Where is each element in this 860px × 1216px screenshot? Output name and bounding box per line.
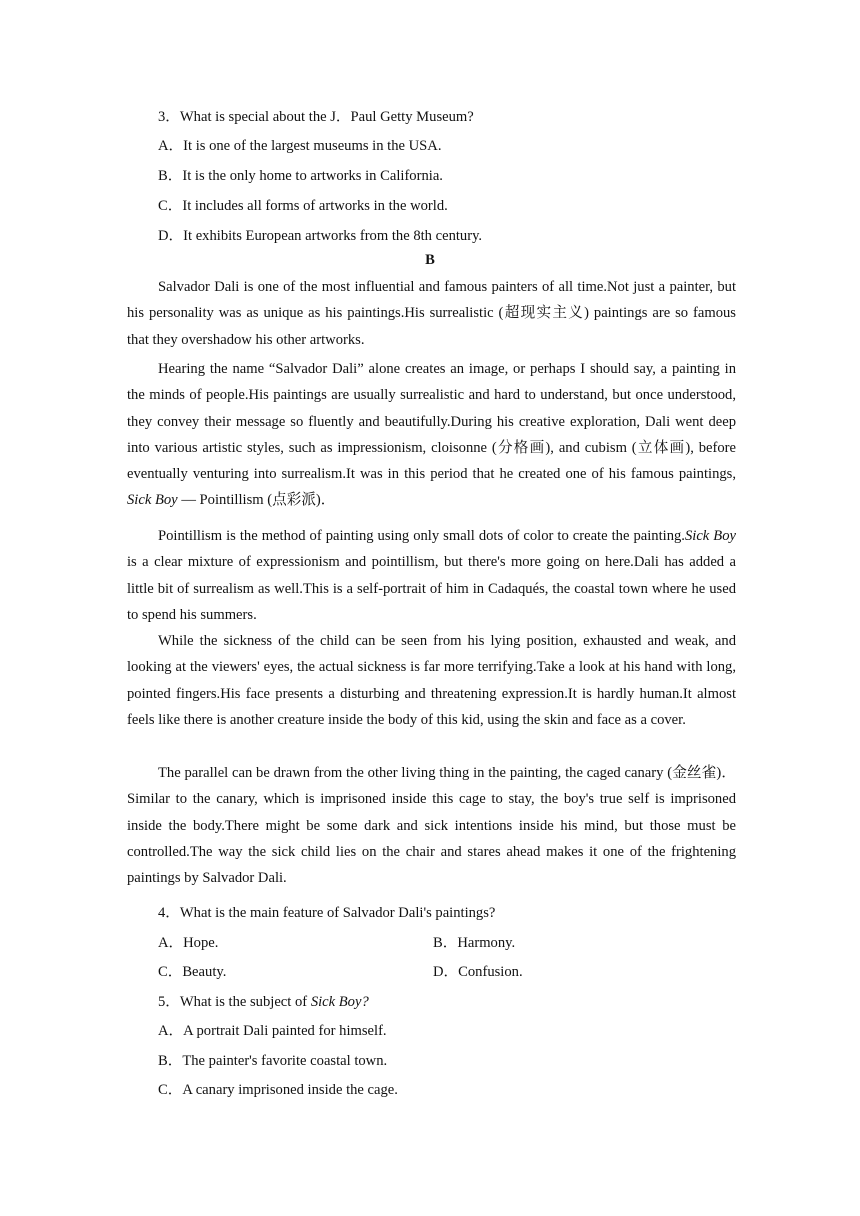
passage-paragraph-3 — [127, 523, 736, 628]
passage-paragraph-1: Salvador Dali is one of the most influential and famous painters of all time.Not just a painter, but his personality was as unique as his paintings.His surrealistic (超现实主义) paintings are so famous that they overshadow his other artworks. — [127, 279, 736, 348]
section-b-title: B — [425, 252, 435, 268]
passage-paragraph-2 — [127, 356, 736, 514]
painting-title-sick-boy: Sick Boy — [684, 528, 736, 544]
question-5-option-b: B．The painter's favorite coastal town. — [158, 1053, 388, 1069]
paragraph-3-rest: is a clear mixture of expressionism and pointillism, but there's more going on here.Dali has added a little bit of surrealism as well.This is a self-portrait of him in Cadaqués, the coastal town where he used to spend his summers. — [127, 554, 736, 623]
question-5-stem — [158, 990, 369, 1011]
question-3-stem: 3．What is special about the J．Paul Getty Museum? — [158, 109, 474, 125]
question-3-option-b: B．It is the only home to artworks in California. — [158, 168, 443, 184]
paragraph-2-text: Hearing the name “Salvador Dali” alone creates an image, or perhaps I should say, a painting in the minds of people.His paintings are usually surrealistic and hard to understand, but once understood, they convey their message so fluently and beautifully.During his creative exploration, Dali went deep into various artistic styles, such as impressionism, cloisonne (分格画), and cubism (立体画), before eventually venturing into surrealism.It was in this period that he created one of his famous paintings, — [127, 361, 736, 483]
question-3-option-a: A．It is one of the largest museums in the USA. — [158, 138, 442, 154]
painting-title-sick-boy: Sick Boy — [127, 492, 178, 509]
paragraph-2-end: — Pointillism (点彩派)． — [181, 492, 336, 509]
paragraph-3-start: Pointillism is the method of painting using only small dots of color to create the painting. — [158, 528, 685, 544]
question-4-option-d: D．Confusion. — [433, 964, 523, 980]
passage-paragraph-4: While the sickness of the child can be seen from his lying position, exhausted and weak, and looking at the viewers' eyes, the actual sickness is far more terrifying.Take a look at his hand with long, pointed fingers.His face presents a disturbing and threatening expression.It is hardly human.It almost feels like there is another creature inside the body of this kid, using the skin and face as a cover. — [127, 633, 736, 728]
question-4-stem: 4．What is the main feature of Salvador Dali's paintings? — [158, 905, 496, 921]
question-5-option-a: A．A portrait Dali painted for himself. — [158, 1023, 387, 1039]
question-4-option-b: B．Harmony. — [433, 935, 516, 951]
question-5-stem-text: 5．What is the subject of — [158, 994, 308, 1010]
question-3-option-c: C．It includes all forms of artworks in the world. — [158, 198, 448, 214]
question-5-option-c: C．A canary imprisoned inside the cage. — [158, 1082, 398, 1098]
question-5-stem-italic: Sick Boy? — [310, 994, 369, 1010]
question-3-option-d: D．It exhibits European artworks from the 8th century. — [158, 228, 483, 244]
passage-paragraph-5: The parallel can be drawn from the other living thing in the painting, the caged canary (金丝雀)． Similar to the canary, which is imprisoned inside this cage to stay, the boy's true self is imprisoned inside the body.There might be some dark and sick intentions inside his mind, but those must be controlled.The way the sick child lies on the chair and stares ahead makes it one of the frightening paintings by Salvador Dali. — [127, 765, 736, 887]
question-4-option-a: A．Hope. — [158, 935, 219, 951]
question-4-option-c: C．Beauty. — [158, 964, 227, 980]
